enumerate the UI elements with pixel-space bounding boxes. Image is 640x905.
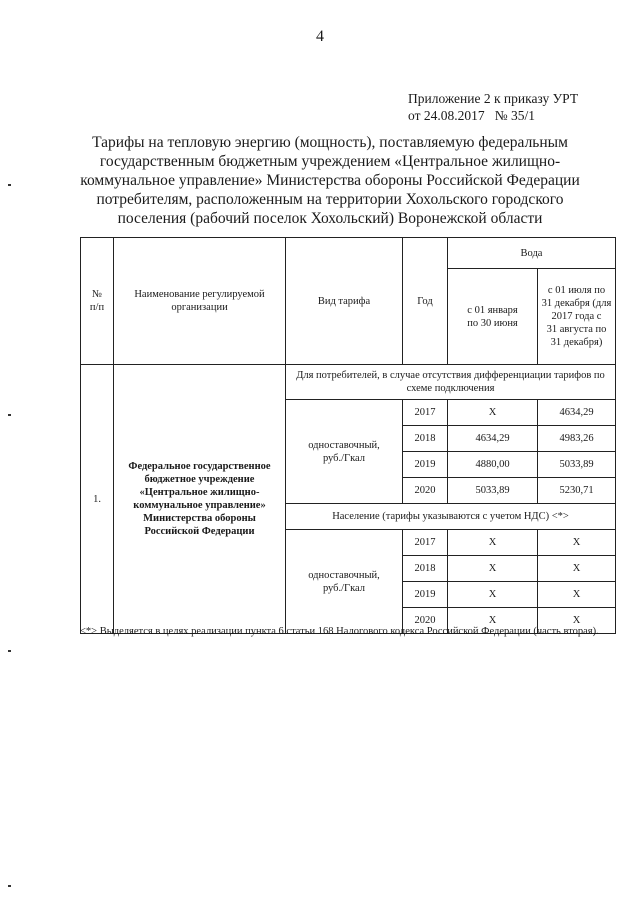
value-cell: 4634,29 bbox=[538, 400, 616, 426]
value-cell: Х bbox=[448, 608, 538, 634]
header-period-2: с 01 июля по 31 декабря (для 2017 года с 31 августа по 31 декабря) bbox=[538, 269, 616, 365]
appendix-line-2: от 24.08.2017 № 35/1 bbox=[408, 108, 535, 123]
year-cell: 2020 bbox=[403, 608, 448, 634]
value-cell: 4880,00 bbox=[448, 452, 538, 478]
title-line-2: государственным бюджетным учреждением «Центральное жилищно- bbox=[99, 153, 561, 170]
scan-mark bbox=[8, 885, 11, 887]
section-2-tariff-type: одноставочный, руб./Гкал bbox=[286, 530, 403, 634]
section-1-header: Для потребителей, в случае отсутствия дифференциации тарифов по схеме подключения bbox=[286, 365, 616, 400]
value-cell: Х bbox=[448, 582, 538, 608]
value-cell: Х bbox=[448, 556, 538, 582]
value-cell: Х bbox=[448, 400, 538, 426]
year-cell: 2018 bbox=[403, 556, 448, 582]
value-cell: 5230,71 bbox=[538, 478, 616, 504]
value-cell: 4634,29 bbox=[448, 426, 538, 452]
table-header-row bbox=[81, 238, 616, 269]
scan-mark bbox=[8, 184, 11, 186]
value-cell: 5033,89 bbox=[448, 478, 538, 504]
footnote: <*> Выделяется в целях реализации пункта 6 статьи 168 Налогового кодекса Российской Федерации (часть вторая). bbox=[80, 626, 599, 637]
title-line-5: поселения (рабочий поселок Хохольский) Воронежской области bbox=[117, 210, 543, 227]
year-cell: 2019 bbox=[403, 582, 448, 608]
header-tariff-type: Вид тарифа bbox=[286, 238, 403, 365]
header-organization: Наименование регулируемой организации bbox=[114, 238, 286, 365]
row-number-cell: 1. bbox=[81, 365, 114, 634]
header-water-group: Вода bbox=[448, 238, 616, 269]
value-cell: Х bbox=[448, 530, 538, 556]
appendix-line-1: Приложение 2 к приказу УРТ bbox=[408, 91, 579, 106]
document-title bbox=[70, 133, 590, 228]
year-cell: 2020 bbox=[403, 478, 448, 504]
value-cell: Х bbox=[538, 530, 616, 556]
value-cell: 5033,89 bbox=[538, 452, 616, 478]
header-number: № п/п bbox=[81, 238, 114, 365]
year-cell: 2019 bbox=[403, 452, 448, 478]
year-cell: 2018 bbox=[403, 426, 448, 452]
section-2-header: Население (тарифы указываются с учетом НДС) <*> bbox=[286, 504, 616, 530]
value-cell: 4983,26 bbox=[538, 426, 616, 452]
tariff-table bbox=[80, 237, 616, 634]
title-line-4: потребителям, расположенным на территории Хохольского городского bbox=[96, 191, 564, 208]
title-line-1: Тарифы на тепловую энергию (мощность), поставляемую федеральным bbox=[92, 134, 568, 151]
page-number: 4 bbox=[316, 28, 324, 45]
value-cell: Х bbox=[538, 608, 616, 634]
header-year: Год bbox=[403, 238, 448, 365]
header-period-1: с 01 января по 30 июня bbox=[448, 269, 538, 365]
value-cell: Х bbox=[538, 582, 616, 608]
section-1-tariff-type: одноставочный, руб./Гкал bbox=[286, 400, 403, 504]
appendix-reference bbox=[408, 90, 578, 124]
year-cell: 2017 bbox=[403, 400, 448, 426]
title-line-3: коммунальное управление» Министерства обороны Российской Федерации bbox=[80, 172, 580, 189]
year-cell: 2017 bbox=[403, 530, 448, 556]
organization-cell: Федеральное государственное бюджетное учреждение «Центральное жилищно- коммунальное управление» Министерства обороны Российской Федерации bbox=[114, 365, 286, 634]
value-cell: Х bbox=[538, 556, 616, 582]
scan-mark bbox=[8, 414, 11, 416]
section-header-row bbox=[81, 365, 616, 400]
scan-mark bbox=[8, 650, 11, 652]
